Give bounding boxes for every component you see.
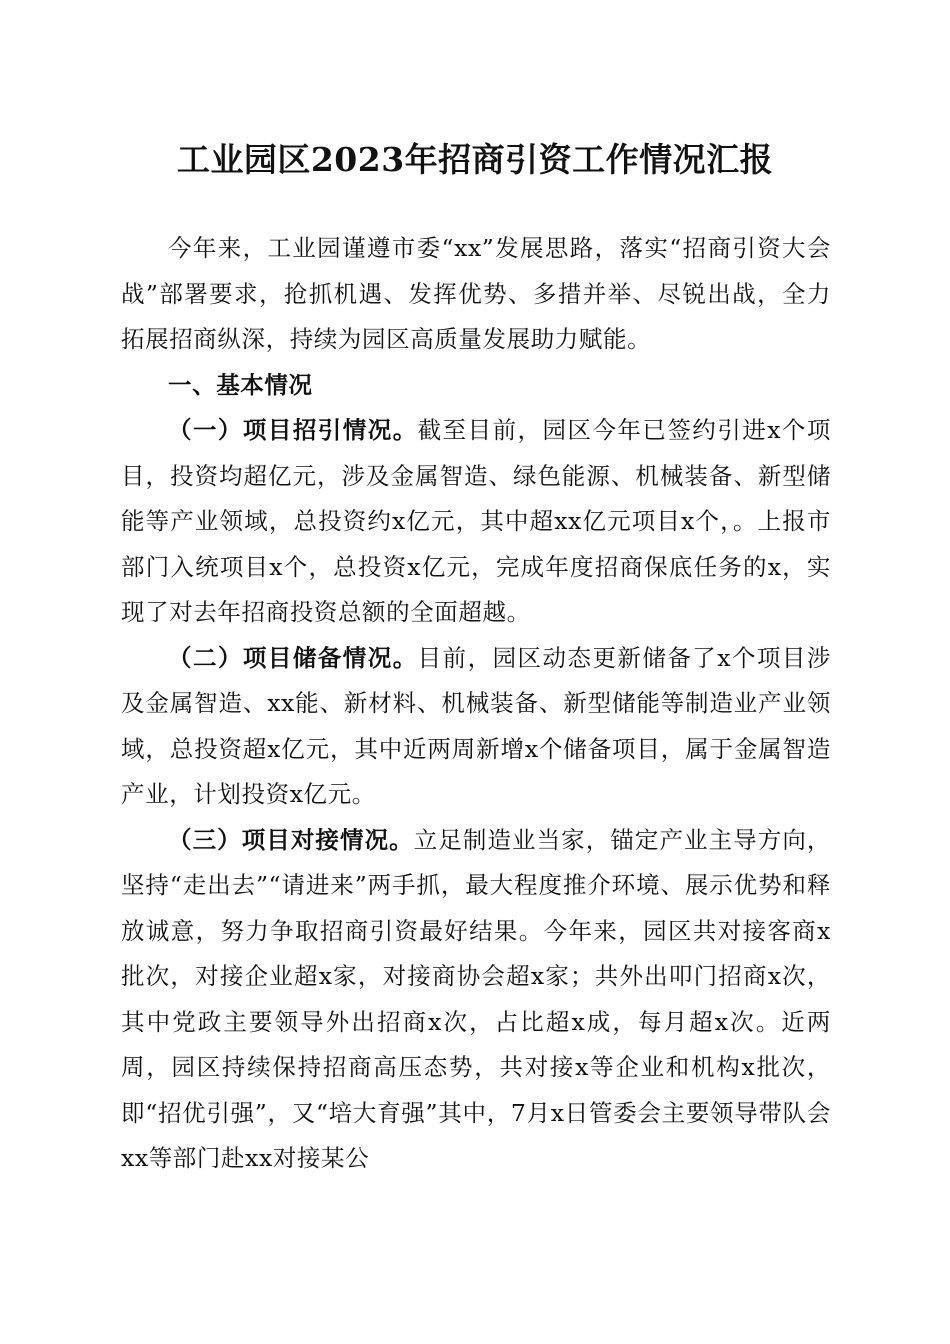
item-lead-1: （一）项目招引情况。	[168, 416, 418, 444]
item-text-2: 目前，园区动态更新储备了x个项目涉及金属智造、xx能、新材料、机械装备、新型储能等制造业产业领域，总投资超x亿元，其中近两周新增x个储备项目，属于金属智造产业，计划投资x亿元。	[121, 643, 831, 808]
document-title: 工业园区2023年招商引资工作情况汇报	[176, 140, 774, 179]
item-paragraph-2	[121, 636, 831, 818]
item-text-1: 截至目前，园区今年已签约引进x个项目，投资均超亿元，涉及金属智造、绿色能源、机械装备、新型储能等产业领域，总投资约x亿元，其中超xx亿元项目x个，。上报市部门入统项目x个，总投资x亿元，完成年度招商保底任务的x，实现了对去年招商投资总额的全面超越。	[121, 416, 831, 626]
item-paragraph-1	[121, 408, 831, 636]
item-text-3: 立足制造业当家，锚定产业主导方向，坚持“走出去”“请进来”两手抓，最大程度推介环境、展示优势和释放诚意，努力争取招商引资最好结果。今年来，园区共对接客商x批次，对接企业超x家，对接商协会超x家；共外出叩门招商x次，其中党政主要领导外出招商x次，占比超x成，每月超x次。近两周，园区持续保持招商高压态势，共对接x等企业和机构x批次，即“招优引强”，又“培大育强”其中，7月x日管委会主要领导带队会xx等部门赴xx对接某公	[121, 825, 832, 1172]
document-body	[121, 226, 831, 1182]
section-heading-basic-situation: 一、基本情况	[168, 370, 313, 399]
item-paragraph-3	[121, 818, 831, 1182]
item-lead-3: （三）项目对接情况。	[168, 825, 414, 854]
intro-paragraph: 今年来，工业园谨遵市委“xx”发展思路，落实“招商引资大会战”部署要求，抢抓机遇、发挥优势、多措并举、尽锐出战，全力拓展招商纵深，持续为园区高质量发展助力赋能。	[121, 234, 831, 353]
item-lead-2: （二）项目储备情况。	[168, 643, 418, 672]
